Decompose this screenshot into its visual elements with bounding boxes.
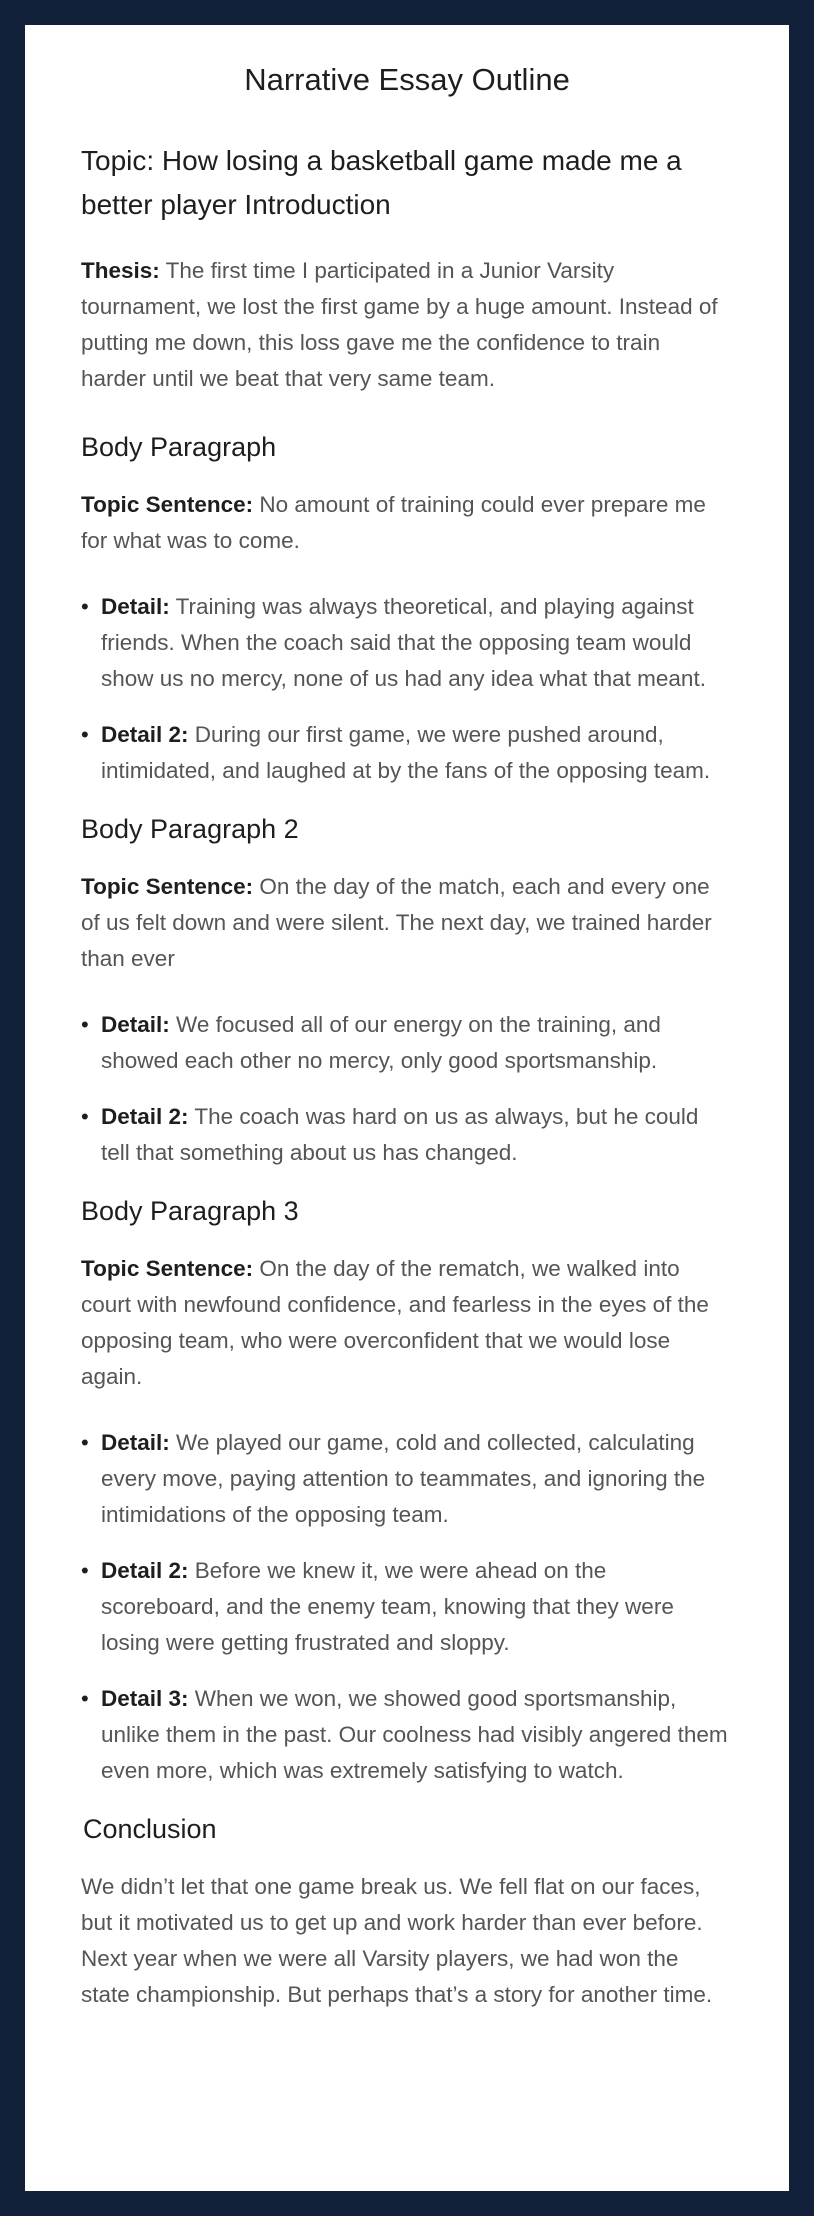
body-paragraph-1-details (81, 589, 731, 789)
body-paragraph-3-details (81, 1425, 731, 1789)
topic-sentence-label: Topic Sentence: (81, 1256, 254, 1281)
thesis-paragraph (81, 253, 731, 397)
detail-label: Detail: (101, 1012, 170, 1037)
topic-sentence-text: On the day of the rematch, we walked into court with newfound confidence, and fearless in the eyes of the opposing team, who were overconfident that we would lose again. (81, 1256, 709, 1389)
body-paragraph-3-topic-sentence (81, 1251, 731, 1395)
detail-text: Before we knew it, we were ahead on the scoreboard, and the enemy team, knowing that they were losing were getting frustrated and sloppy. (101, 1558, 674, 1655)
bullet-icon: • (81, 1012, 89, 1037)
detail-text: Training was always theoretical, and playing against friends. When the coach said that the opposing team would show us no mercy, none of us had any idea what that meant. (101, 594, 706, 691)
detail-label: Detail: (101, 1430, 170, 1455)
thesis-text: The first time I participated in a Junior Varsity tournament, we lost the first game by a huge amount. Instead of putting me down, this loss gave me the confidence to train harder until we beat that very same team. (81, 258, 718, 391)
list-item (81, 717, 731, 789)
list-item (81, 1099, 731, 1171)
list-item (81, 1007, 731, 1079)
bullet-icon: • (81, 1686, 89, 1711)
bullet-icon: • (81, 1430, 89, 1455)
bullet-icon: • (81, 722, 89, 747)
body-paragraph-2-heading: Body Paragraph 2 (81, 814, 299, 844)
detail-label: Detail 2: (101, 722, 189, 747)
thesis-label: Thesis: (81, 258, 160, 283)
topic-sentence-label: Topic Sentence: (81, 492, 254, 517)
body-paragraph-2-topic-sentence (81, 869, 731, 977)
detail-text: When we won, we showed good sportsmanship, unlike them in the past. Our coolness had visibly angered them even more, which was extremely satisfying to watch. (101, 1686, 728, 1783)
detail-text: We played our game, cold and collected, calculating every move, paying attention to teammates, and ignoring the intimidations of the opposing team. (101, 1430, 706, 1527)
bullet-icon: • (81, 1104, 89, 1129)
bullet-icon: • (81, 594, 89, 619)
list-item (81, 1553, 731, 1661)
detail-text: The coach was hard on us as always, but he could tell that something about us has changed. (101, 1104, 699, 1165)
detail-label: Detail 2: (101, 1558, 189, 1583)
detail-text: We focused all of our energy on the training, and showed each other no mercy, only good sportsmanship. (101, 1012, 661, 1073)
list-item (81, 1681, 731, 1789)
body-paragraph-3-heading: Body Paragraph 3 (81, 1196, 299, 1226)
list-item (81, 1425, 731, 1533)
topic-sentence-text: On the day of the match, each and every one of us felt down and were silent. The next day, we trained harder than ever (81, 874, 712, 971)
conclusion-heading: Conclusion (83, 1814, 217, 1844)
detail-label: Detail 2: (101, 1104, 189, 1129)
document-title: Narrative Essay Outline (244, 62, 570, 97)
list-item (81, 589, 731, 697)
conclusion-paragraph: We didn’t let that one game break us. We fell flat on our faces, but it motivated us to get up and work harder than ever before. Next year when we were all Varsity players, we had won the state championship. But perhaps that’s a story for another time. (81, 1874, 713, 2007)
essay-topic: Topic: How losing a basketball game made me a better player Introduction (81, 145, 682, 220)
document-page (25, 25, 789, 2191)
topic-sentence-label: Topic Sentence: (81, 874, 254, 899)
detail-label: Detail 3: (101, 1686, 189, 1711)
topic-sentence-text: No amount of training could ever prepare me for what was to come. (81, 492, 706, 553)
bullet-icon: • (81, 1558, 89, 1583)
body-paragraph-1-topic-sentence (81, 487, 731, 559)
body-paragraph-2-details (81, 1007, 731, 1171)
detail-text: During our first game, we were pushed around, intimidated, and laughed at by the fans of the opposing team. (101, 722, 711, 783)
body-paragraph-1-heading: Body Paragraph (81, 432, 277, 462)
detail-label: Detail: (101, 594, 170, 619)
